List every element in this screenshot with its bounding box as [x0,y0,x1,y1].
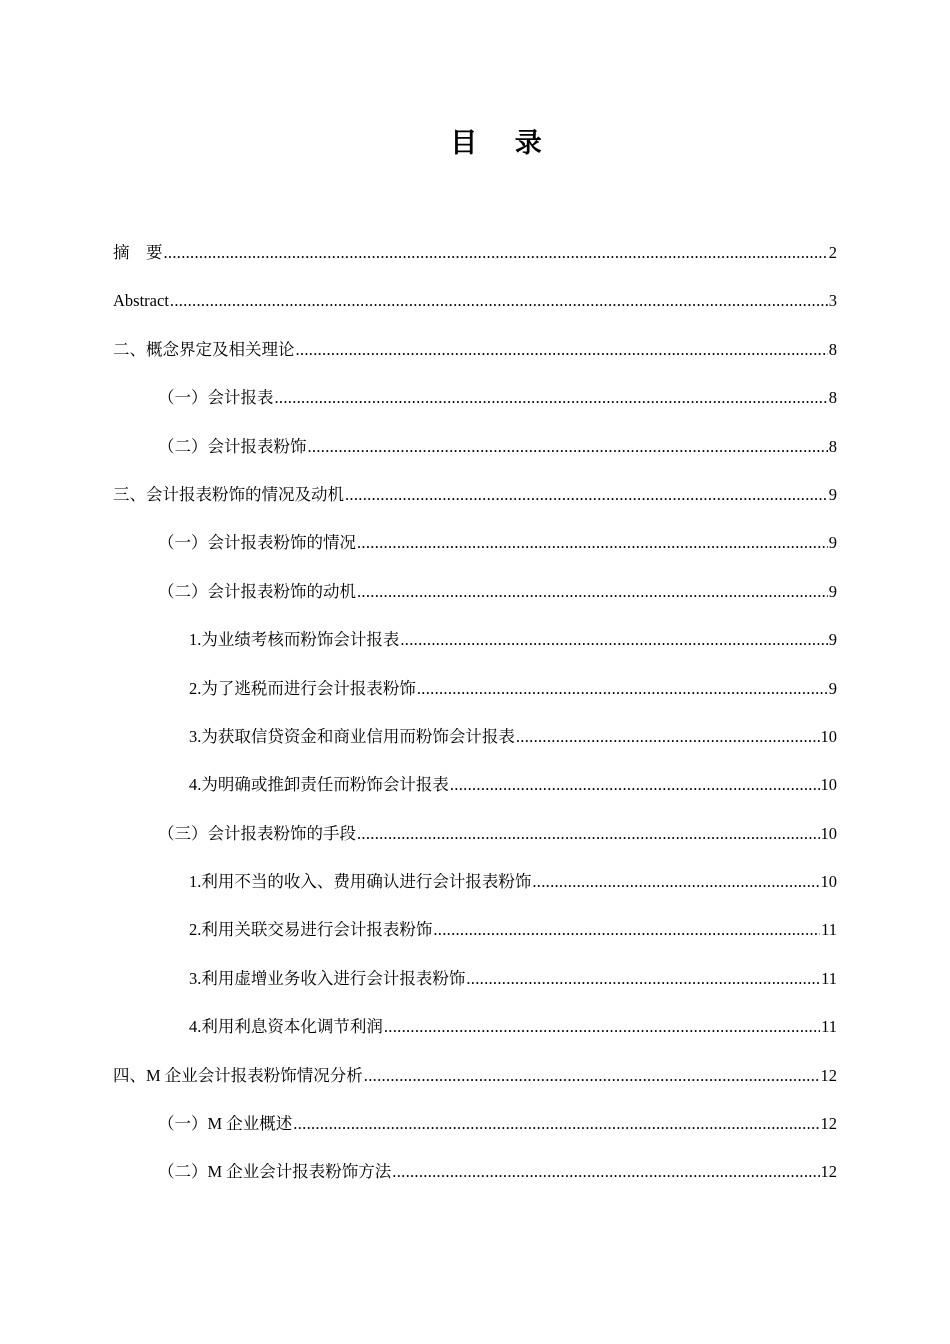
toc-entry-title: 4.为明确或推卸责任而粉饰会计报表 [189,775,449,795]
toc-entry[interactable] [113,913,837,961]
toc-page-number: 9 [828,581,837,601]
toc-dot-leader [357,817,820,851]
toc-page-number: 10 [820,872,837,892]
toc-entry-title: 三、会计报表粉饰的情况及动机 [113,484,344,504]
toc-page-number: 12 [820,1065,837,1085]
toc-page-number: 9 [828,533,837,553]
toc-entry-title: （一）会计报表 [158,388,274,408]
toc-entry[interactable] [113,720,837,768]
toc-page-number: 12 [820,1162,837,1182]
toc-dot-leader [293,1107,819,1141]
toc-dot-leader [357,526,828,560]
toc-entry-title: （二）会计报表粉饰的动机 [158,581,356,601]
toc-dot-leader [392,1155,819,1189]
toc-dot-leader [308,430,828,464]
toc-page-number: 9 [828,678,837,698]
toc-dot-leader [433,913,820,947]
toc-page-number: 9 [828,630,837,650]
toc-entry-title: Abstract [113,291,169,311]
toc-dot-leader [357,575,828,609]
toc-entry[interactable] [113,817,837,865]
toc-entry-title: 摘 要 [113,243,163,262]
toc-page-number: 8 [828,436,837,456]
toc-dot-leader [296,333,828,367]
toc-entry[interactable] [113,1059,837,1107]
toc-entry[interactable] [113,962,837,1010]
toc-entry[interactable] [113,1155,837,1203]
toc-page-number: 9 [828,484,837,504]
toc-entry-title: （一）M 企业概述 [158,1114,293,1134]
toc-page-number: 8 [828,339,837,359]
toc-page-number: 10 [820,726,837,746]
toc-dot-leader [345,478,828,512]
toc-dot-leader [384,1010,820,1044]
table-of-contents [113,236,837,1204]
toc-entry-title: （二）会计报表粉饰 [158,436,307,456]
toc-entry[interactable] [113,381,837,429]
toc-entry-title: （二）M 企业会计报表粉饰方法 [158,1162,392,1182]
toc-entry-title: 1.为业绩考核而粉饰会计报表 [189,630,400,650]
toc-entry-title: 3.利用虚增业务收入进行会计报表粉饰 [189,968,466,988]
toc-page-number: 11 [821,968,837,988]
toc-dot-leader [532,865,819,899]
toc-entry[interactable] [113,1107,837,1155]
toc-entry[interactable] [113,430,837,478]
toc-entry[interactable] [113,865,837,913]
toc-dot-leader [275,381,828,415]
toc-entry-title: 四、M 企业会计报表粉饰情况分析 [113,1065,363,1085]
toc-entry-title: （三）会计报表粉饰的手段 [158,823,356,843]
toc-entry-title: 2.利用关联交易进行会计报表粉饰 [189,920,433,940]
toc-entry[interactable] [113,478,837,526]
toc-entry[interactable] [113,672,837,720]
toc-dot-leader [450,768,820,802]
toc-dot-leader [516,720,820,754]
toc-dot-leader [466,962,820,996]
toc-entry-title: （一）会计报表粉饰的情况 [158,533,356,553]
toc-dot-leader [417,672,828,706]
toc-entry[interactable] [113,1010,837,1058]
toc-entry[interactable] [113,526,837,574]
toc-page-number: 2 [828,243,837,262]
toc-page-number: 10 [820,823,837,843]
toc-page-number: 3 [828,291,837,311]
toc-page-number: 8 [828,388,837,408]
toc-entry[interactable] [113,236,837,284]
toc-dot-leader [164,236,828,270]
toc-page-number: 12 [820,1114,837,1134]
toc-entry-title: 2.为了逃税而进行会计报表粉饰 [189,678,416,698]
toc-entry[interactable] [113,333,837,381]
toc-entry[interactable] [113,768,837,816]
page-title: 目 录 [450,128,556,159]
toc-page-number: 11 [821,920,837,940]
toc-entry-title: 3.为获取信贷资金和商业信用而粉饰会计报表 [189,726,515,746]
toc-entry-title: 1.利用不当的收入、费用确认进行会计报表粉饰 [189,872,532,892]
toc-page-number: 10 [820,775,837,795]
toc-entry-title: 4.利用利息资本化调节利润 [189,1017,383,1037]
toc-dot-leader [400,623,827,657]
toc-dot-leader [364,1059,820,1093]
toc-page-number: 11 [821,1017,837,1037]
toc-dot-leader [170,284,828,318]
toc-entry[interactable] [113,575,837,623]
toc-entry[interactable] [113,623,837,671]
toc-entry-title: 二、概念界定及相关理论 [113,339,295,359]
toc-entry[interactable] [113,284,837,332]
